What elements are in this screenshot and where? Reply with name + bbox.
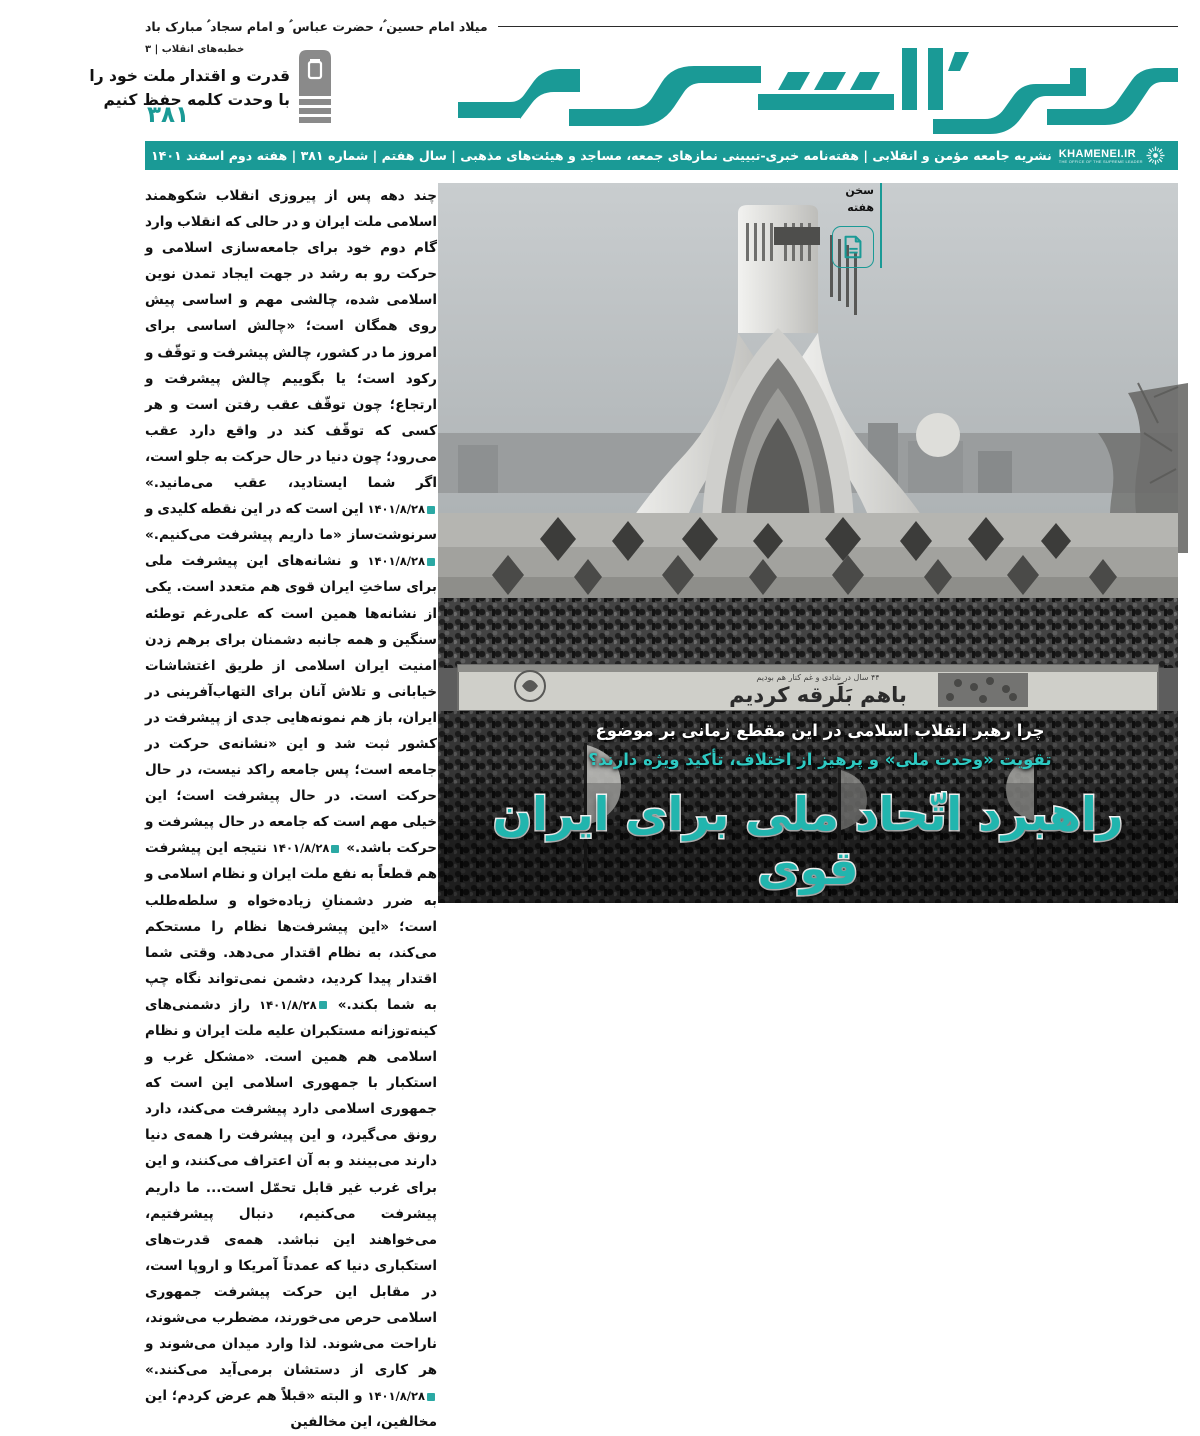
publication-info-text: نشریه جامعه مؤمن و انقلابی | هفته‌نامه خبری-تبیینی نمازهای جمعه، مساجد و هیئت‌های مذهبی | سال هفتم | شماره ۳۸۱ | هفته دوم اسفند ۱۴۰۱ bbox=[151, 148, 1052, 163]
ref-dot-icon bbox=[319, 1001, 327, 1009]
photo-kicker-line1: چرا رهبر انقلاب اسلامی در این مقطع زمانی بر موضوع bbox=[595, 721, 1045, 741]
speech-of-week-badge bbox=[826, 183, 882, 268]
side-caption-kicker: خطبه‌های انقلاب | ۳ bbox=[145, 44, 245, 55]
publication-info-band bbox=[145, 141, 1178, 170]
article-body bbox=[145, 183, 437, 1436]
article-ref-3: ۱۴۰۱/۸/۲۸ bbox=[272, 841, 342, 855]
article-ref-5: ۱۴۰۱/۸/۲۸ bbox=[367, 1389, 437, 1403]
top-greeting-text: میلاد امام حسین ؑ، حضرت عباس ؑ و امام سجاد ؑ مبارک باد bbox=[145, 19, 488, 34]
masthead-logotype bbox=[458, 42, 1178, 134]
khamenei-ir-logo[interactable] bbox=[1059, 146, 1165, 165]
side-caption-line1: قدرت و اقتدار ملت خود را bbox=[89, 67, 290, 85]
svg-text:باهم بَلَرقه کردیم: باهم بَلَرقه کردیم bbox=[729, 683, 907, 707]
article-ref-1: ۱۴۰۱/۸/۲۸ bbox=[367, 502, 437, 516]
photo-kicker bbox=[478, 717, 1162, 775]
top-greeting-bar bbox=[145, 14, 1178, 40]
khamenei-ir-wordmark: KHAMENEI.IR bbox=[1058, 147, 1136, 160]
document-icon bbox=[832, 226, 874, 268]
ref-dot-icon bbox=[427, 1393, 435, 1401]
lead-article bbox=[145, 183, 438, 1431]
issue-number: ۳۸۱ bbox=[147, 102, 190, 128]
top-greeting-rule bbox=[498, 26, 1178, 27]
ref-dot-icon bbox=[427, 558, 435, 566]
khamenei-ir-subtitle: THE OFFICE OF THE SUPREME LEADER bbox=[1058, 158, 1143, 164]
side-caption-line2: با وحدت کلمه حفظ کنیم bbox=[103, 91, 290, 110]
article-paragraph-6: و البته bbox=[320, 1388, 363, 1405]
article-paragraph-3: و نشانه‌های این پیشرفت ملی برای ساختِ ایران قوی هم متعدد است. یکی از نشانه‌ها همین است که علی‌رغم توطئه سنگین و همه جانبه دشمنان برای برهم زدن امنیت ایران اسلامی از طریق اغتشاشات خیابانی و تلاش آنان برای التهاب‌آفرینی در ایران، باز هم نمونه‌هایی جدی از پیشرفت در کشور ثبت شد و این «نشانه‌ی حرکت در جامعه است؛ پس جامعه راکد نیست، در حال حرکت است. در حال پیشرفت است؛ این خیلی مهم است که جامعه در حال پیشرفت و حرکت باشد.» bbox=[145, 553, 437, 857]
ref-dot-icon bbox=[427, 506, 435, 514]
masthead-side-caption bbox=[89, 44, 290, 112]
svg-text:۴۴ سال در شادی و غم کنار هم بو: ۴۴ سال در شادی و غم کنار هم بودیم bbox=[756, 673, 880, 682]
article-paragraph-1: چند دهه پس از پیروزی انقلاب شکوهمند اسلامی ملت ایران و در حالی که انقلاب وارد گام دوم خود برای جامعه‌سازی اسلامی و حرکت رو به رشد در جهت ایجاد تمدن نوین اسلامی شده، چالشی مهم و اساسی پیش روی همگان است؛ «چالش اساسی برای امروز ما در کشور، چالش پیشرفت و توقّف و رکود است؛ یا بگوییم چالش پیشرفت و ارتجاع؛ چون توقّف عقب رفتن است و هر کسی که توقّف کند در واقع دارد عقب می‌رود؛ چون دنیا در حال حرکت به جلو است، اگر شما ایستادید، عقب می‌مانید.» bbox=[145, 188, 437, 492]
article-tail: «قبلاً هم عرض کردم؛ این مخالفین، این مخالفین bbox=[145, 1388, 437, 1431]
photo-kicker-line2: تقویت «وحدت ملی» و پرهیز از اختلاف، تأکید ویژه دارند؟ bbox=[588, 750, 1052, 770]
cover-headline-text: راهبرد اتّحاد ملی برای ایران قوی bbox=[492, 787, 1124, 895]
article-ref-2: ۱۴۰۱/۸/۲۸ bbox=[367, 554, 437, 568]
article-paragraph-4: نتیجه این پیشرفت هم قطعاً به نفع ملت ایران و نظام اسلامی و به ضرر دشمنانِ زیاده‌خواه و سلطه‌طلب است؛ «این پیشرفت‌ها نظام را مستحکم می‌کند، به نظام اقتدار می‌دهد. وقتی شما اقتدار پیدا کردید، دشمن نمی‌تواند نگاه چپ به شما بکند.» bbox=[145, 840, 438, 1013]
article-paragraph-5: راز دشمنی‌های کینه‌توزانه مستکبران علیه ملت ایران و نظام اسلامی هم همین است. «مشکل غرب و استکبار با جمهوری اسلامی این است که جمهوری اسلامی دارد پیشرفت می‌کند، دارد رونق می‌گیرد، و این پیشرفت را همه‌ی دنیا دارند می‌بینند و به آن اعتراف می‌کنند، و این برای غرب غیر قابل تحمّل است... ما داریم پیشرفت می‌کنیم، دنبال پیشرفتیم، می‌خواهند این نباشد. همه‌ی قدرت‌های استکباری دنیا که عمدتاً آمریکا و اروپا است، در مقابل این حرکت پیشرفت جمهوری اسلامی حرص می‌خورند، مضطرب می‌شوند، ناراحت می‌شوند. لذا وارد میدان می‌شوند و هر کاری از دستشان برمی‌آید می‌کنند.» bbox=[145, 996, 437, 1379]
speech-of-week-label-2: هفته bbox=[847, 200, 874, 214]
article-ref-4: ۱۴۰۱/۸/۲۸ bbox=[259, 998, 329, 1012]
rosette-icon bbox=[1146, 146, 1165, 165]
article-paragraph-2: این است که در این نقطه کلیدی و سرنوشت‌ساز «ما داریم پیشرفت می‌کنیم.» bbox=[145, 501, 437, 544]
minbar-icon bbox=[297, 48, 333, 130]
speech-of-week-label-1: سخن bbox=[845, 184, 874, 197]
content-area bbox=[145, 183, 1178, 1431]
cover-headline bbox=[450, 787, 1166, 895]
cover-photo bbox=[438, 183, 1178, 903]
ref-dot-icon bbox=[331, 845, 339, 853]
masthead bbox=[89, 42, 1178, 134]
